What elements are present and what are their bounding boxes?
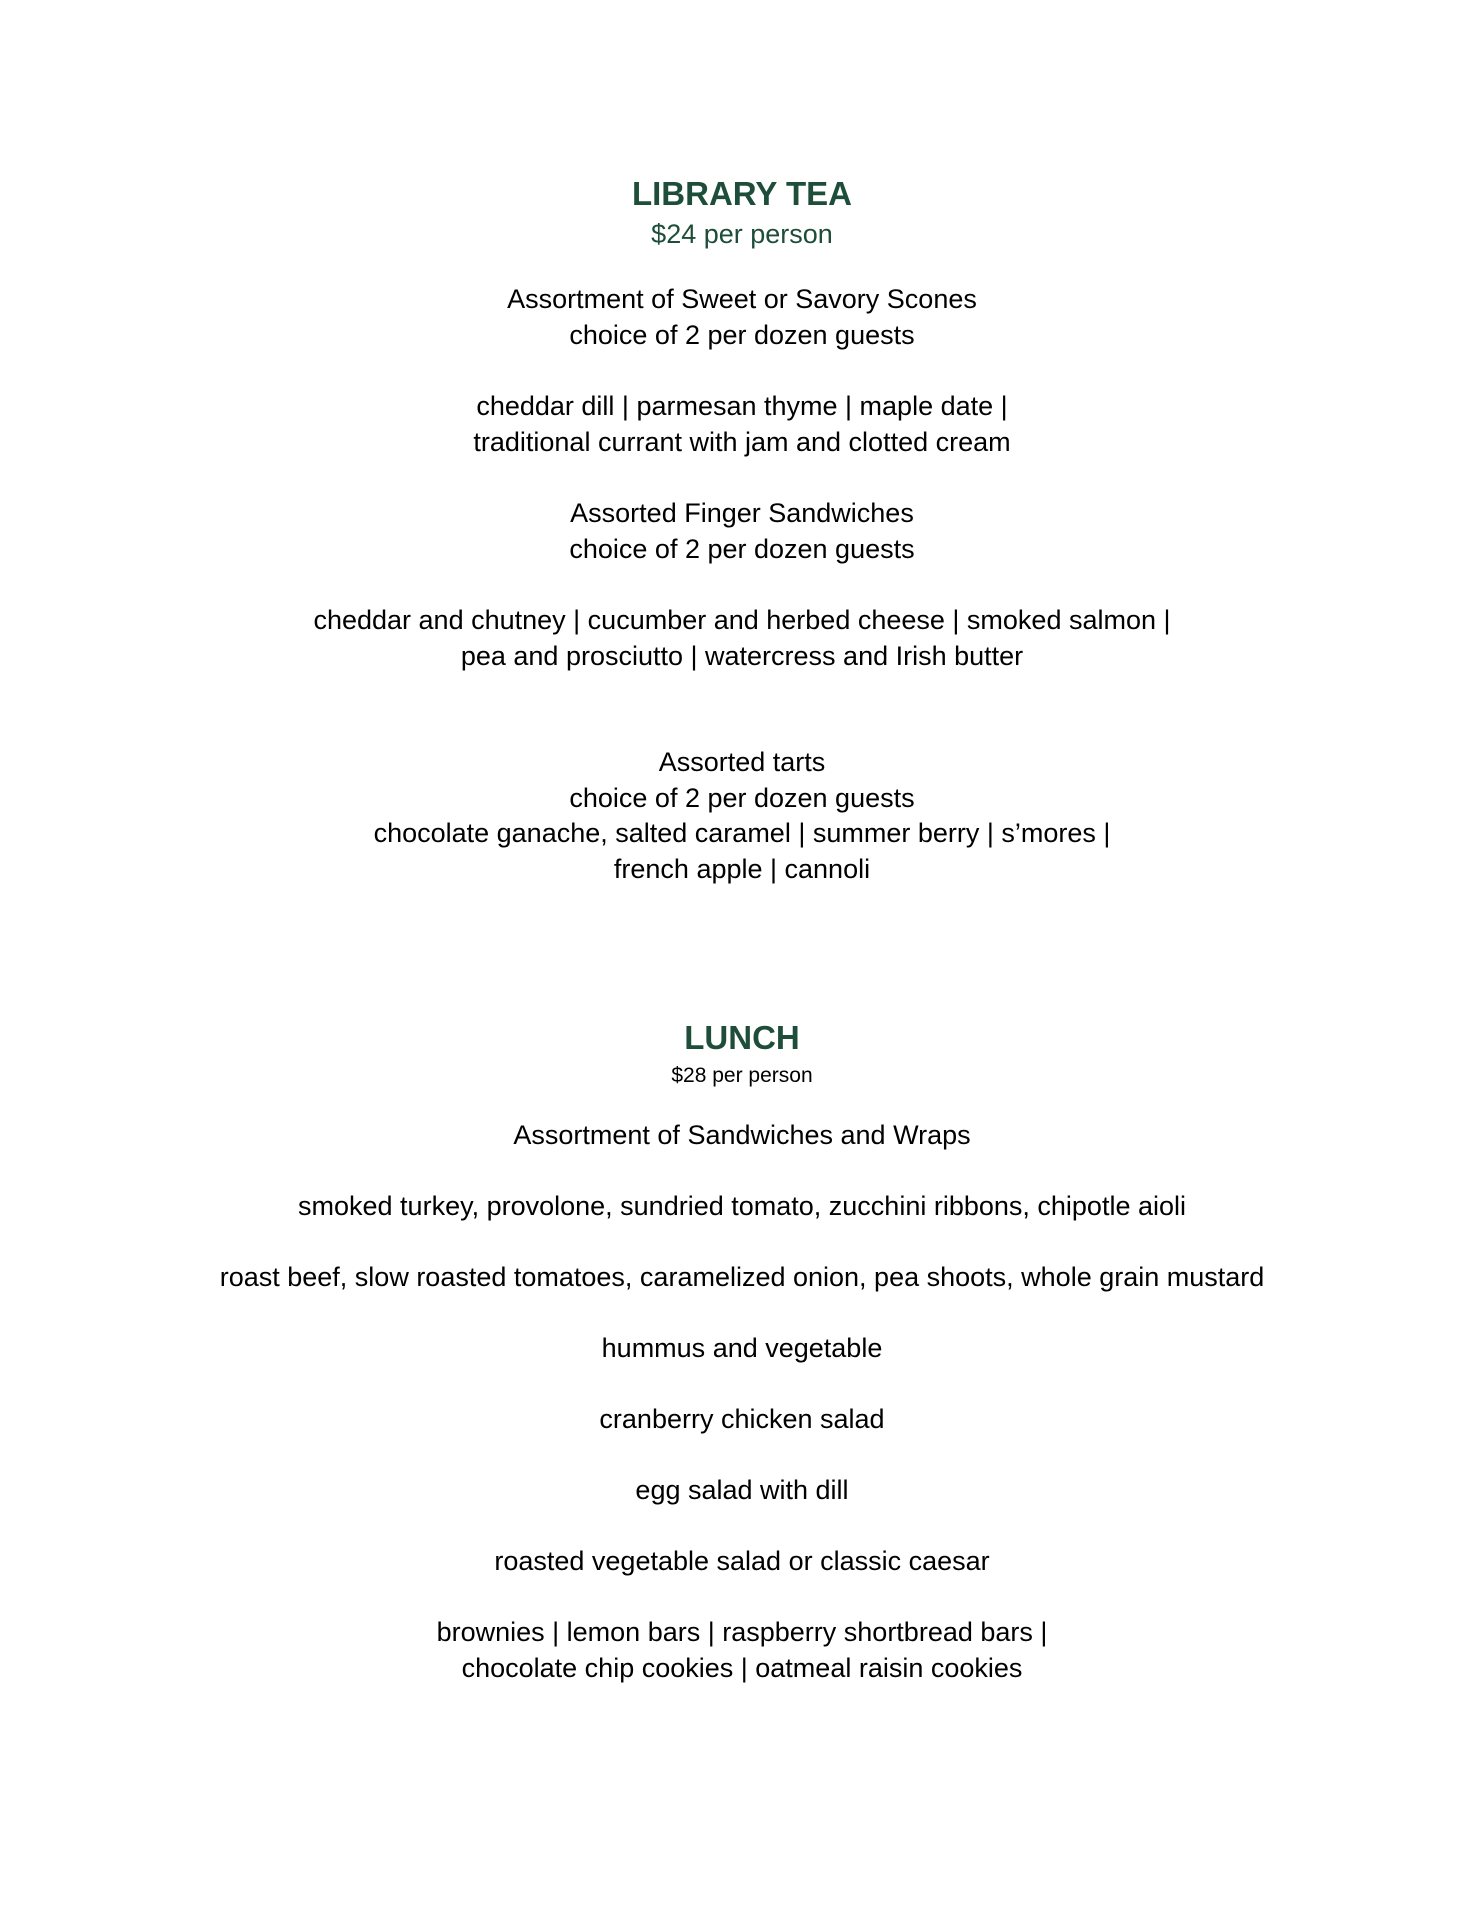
lunch-heading: Assortment of Sandwiches and Wraps xyxy=(513,1120,971,1150)
lunch-item-roast-beef: roast beef, slow roasted tomatoes, caramelized onion, pea shoots, whole grain mustard xyxy=(219,1262,1265,1292)
lunch-item-hummus: hummus and vegetable xyxy=(601,1333,883,1363)
sandwiches-heading: Assorted Finger Sandwiches xyxy=(570,498,914,528)
lunch-item-salad: roasted vegetable salad or classic caesar xyxy=(494,1546,990,1576)
sandwiches-options-line-1: cheddar and chutney | cucumber and herbed cheese | smoked salmon | xyxy=(313,605,1171,635)
tarts-options-line-1: chocolate ganache, salted caramel | summer berry | s’mores | xyxy=(373,818,1111,848)
library-tea-price: $24 per person xyxy=(651,219,833,249)
sandwiches-options-line-2: pea and prosciutto | watercress and Irish butter xyxy=(460,641,1024,671)
lunch-item-cranberry-chicken: cranberry chicken salad xyxy=(599,1404,885,1434)
lunch-item-egg-salad: egg salad with dill xyxy=(635,1475,849,1505)
tarts-heading: Assorted tarts xyxy=(658,747,826,777)
lunch-item-smoked-turkey: smoked turkey, provolone, sundried tomato, zucchini ribbons, chipotle aioli xyxy=(298,1191,1186,1221)
tarts-options-line-2: french apple | cannoli xyxy=(613,854,871,884)
scones-heading: Assortment of Sweet or Savory Scones xyxy=(507,284,977,314)
tarts-note: choice of 2 per dozen guests xyxy=(569,783,915,813)
lunch-desserts-line-1: brownies | lemon bars | raspberry shortbread bars | xyxy=(436,1617,1048,1647)
scones-options-line-2: traditional currant with jam and clotted cream xyxy=(473,427,1011,457)
library-tea-title: LIBRARY TEA xyxy=(631,175,852,212)
scones-options-line-1: cheddar dill | parmesan thyme | maple date | xyxy=(476,391,1008,421)
lunch-desserts-line-2: chocolate chip cookies | oatmeal raisin cookies xyxy=(461,1653,1023,1683)
lunch-title: LUNCH xyxy=(684,1019,800,1056)
lunch-price: $28 per person xyxy=(671,1064,813,1087)
scones-note: choice of 2 per dozen guests xyxy=(569,320,915,350)
sandwiches-note: choice of 2 per dozen guests xyxy=(569,534,915,564)
